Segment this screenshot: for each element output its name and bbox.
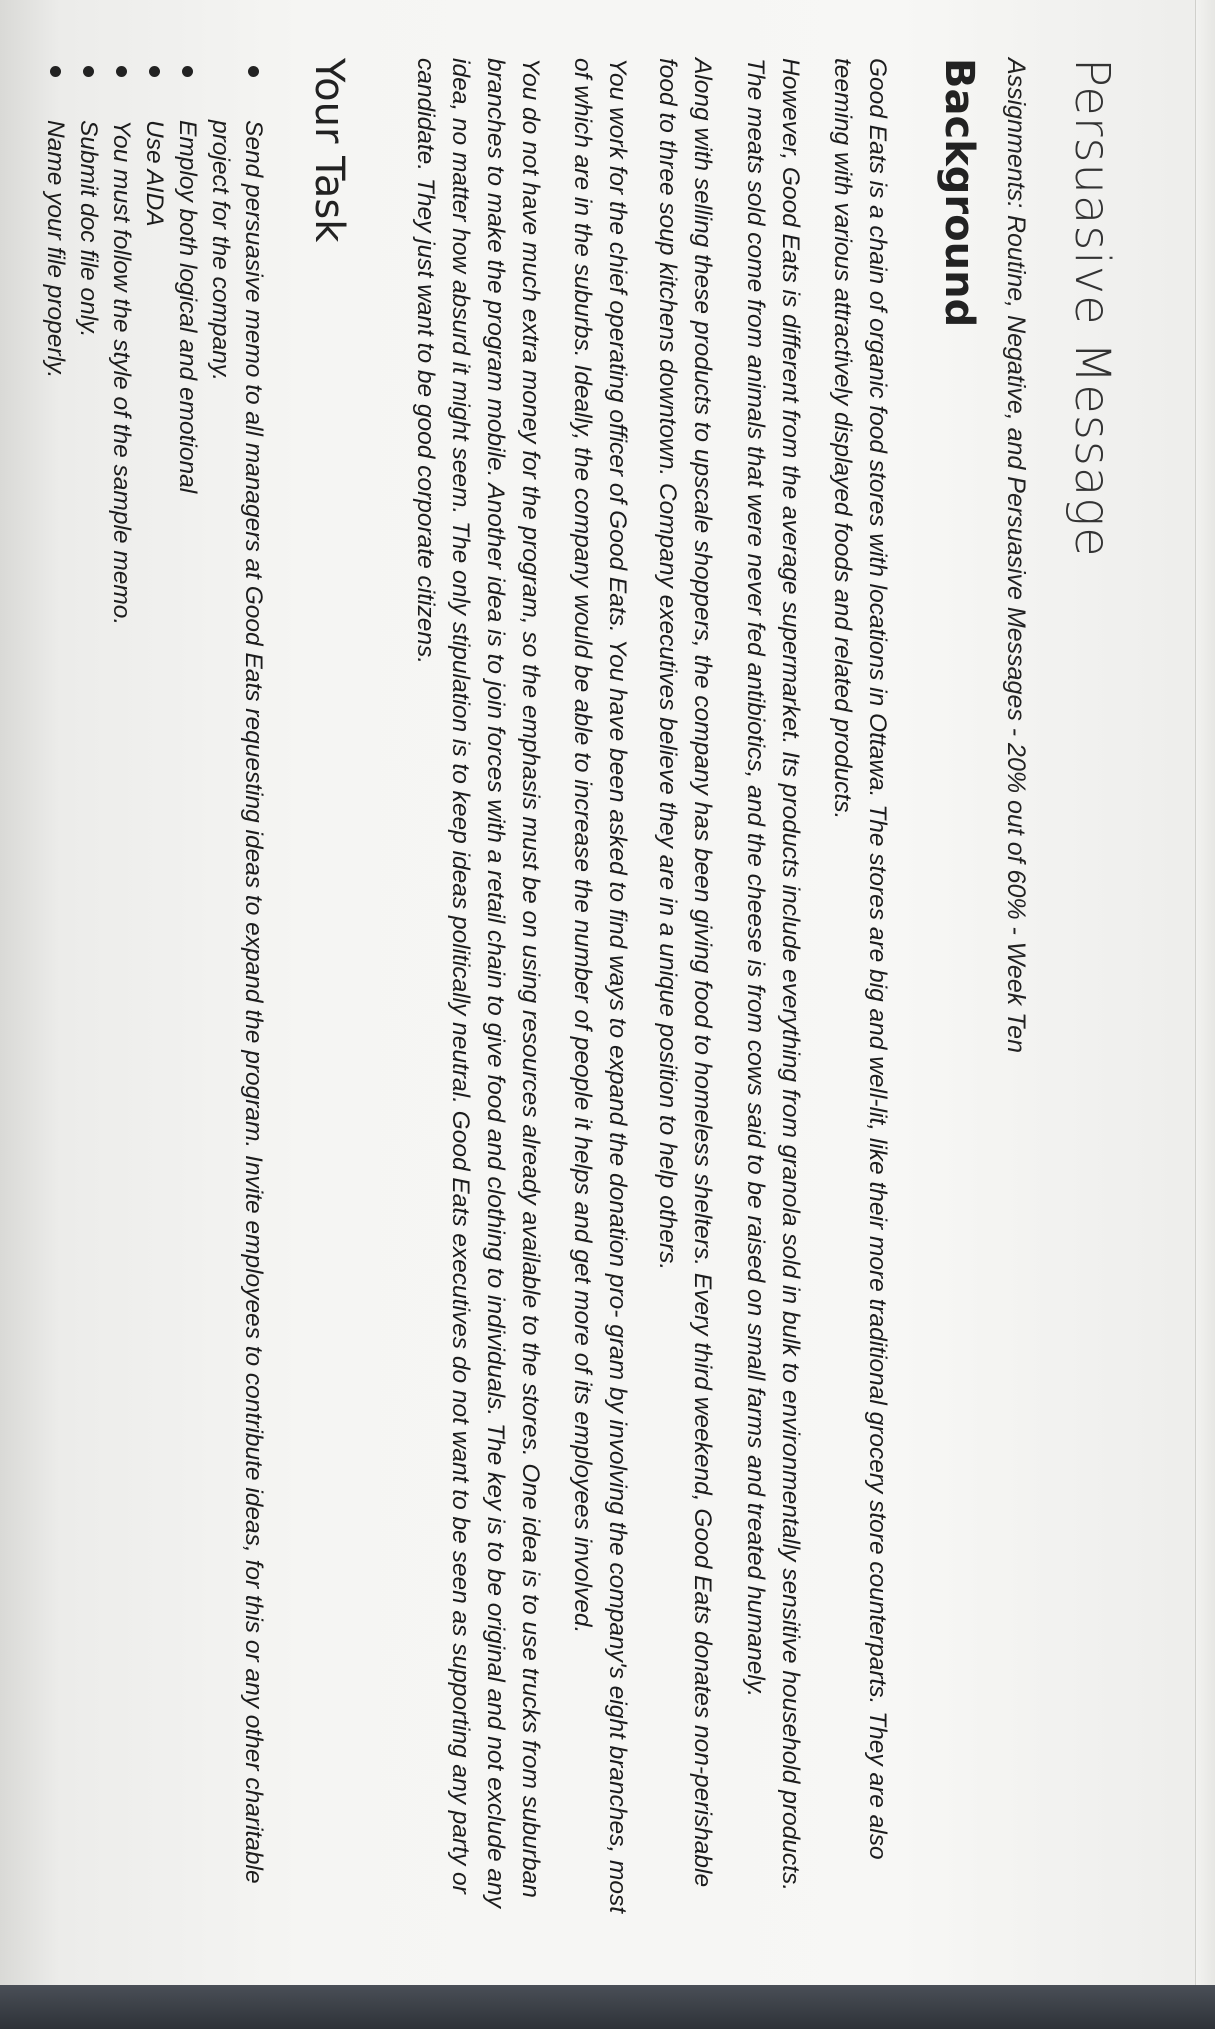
background-heading: Background xyxy=(936,58,982,328)
list-item xyxy=(204,58,270,1918)
paragraph-5: You do not have much extra money for the program, so the emphasis must be on using resources already available to the stores. One idea is to use trucks from suburban branches to make the program mobile. Another idea is to join forces with a retail chain to give food and clothing to individuals. The key is to be original and not exclude any idea, no matter how absurd it might seem. The only stipulation is to keep ideas politically neutral. Good Eats executives do not want to be seen as supporting any party or candidate. They just want to be good corporate citizens. xyxy=(412,58,544,1908)
page-title: Persuasive Message xyxy=(1064,58,1120,558)
paragraph-3: Along with selling these products to upscale shoppers, the company has been giving food to homeless shelters. Every third weekend, Good Eats donates non-perishable food to three soup kitchens downtown. Company executives believe they are in a unique position to help others. xyxy=(654,58,716,1888)
bullet-icon xyxy=(116,66,127,77)
task-text: Use AIDA xyxy=(141,120,168,227)
list-item xyxy=(72,58,105,1918)
task-text: You must follow the style of the sample memo. xyxy=(108,120,135,626)
list-item xyxy=(138,58,171,1918)
bullet-icon xyxy=(149,66,160,77)
list-item xyxy=(171,58,204,1918)
monitor-bezel xyxy=(0,1985,1215,2029)
document-page xyxy=(0,18,1180,1978)
paragraph-2: However, Good Eats is different from the average supermarket. Its products include everything from granola sold in bulk to environmentally sensitive household products. The meats sold come from animals that were never fed antibiotics, and the cheese is from cows said to be raised on small farms and treated humanely. xyxy=(742,58,804,1892)
bullet-icon xyxy=(50,66,61,77)
list-item xyxy=(105,58,138,1918)
task-text: Name your file properly. xyxy=(42,120,69,379)
list-item xyxy=(39,58,72,1918)
task-heading: Your Task xyxy=(306,58,352,243)
bullet-icon xyxy=(83,66,94,77)
task-list xyxy=(39,58,270,1918)
screen-edge xyxy=(1195,0,1215,1985)
assignment-subtitle: Assignments: Routine, Negative, and Persuasive Messages - 20% out of 60% - Week Ten xyxy=(1002,58,1030,1053)
task-text: Submit doc file only. xyxy=(75,120,102,338)
bullet-icon xyxy=(248,66,259,77)
task-text: Employ both logical and emotional xyxy=(174,120,201,494)
paragraph-1: Good Eats is a chain of organic food stores with locations in Ottawa. The stores are big and well-lit, like their more traditional grocery store counterparts. They are also teeming with various attractively displayed foods and related products. xyxy=(829,58,891,1860)
paragraph-4: You work for the chief operating officer of Good Eats. You have been asked to find ways to expand the donation pro- gram by involving the company's eight branches, most of which are in the suburbs. Ideally, the company would be able to increase the number of people it helps and get more of its employees involved. xyxy=(569,58,631,1914)
task-text: Send persuasive memo to all managers at Good Eats requesting ideas to expand the program. Invite employees to contribute ideas, for this or any other charitable project for the company. xyxy=(207,120,267,1884)
bullet-icon xyxy=(182,66,193,77)
